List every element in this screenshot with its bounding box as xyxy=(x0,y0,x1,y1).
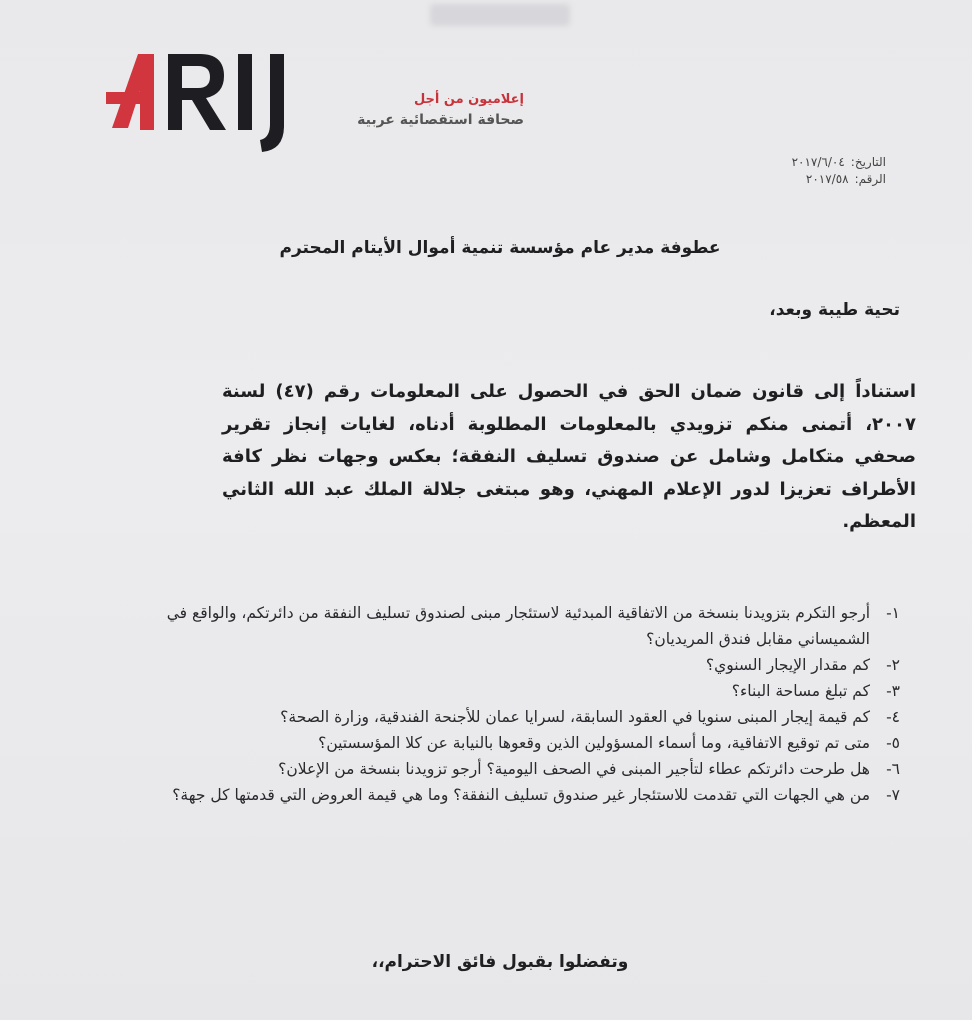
letter-meta xyxy=(726,154,886,188)
logo-tagline-line1: إعلاميون من أجل xyxy=(413,92,524,107)
question-item xyxy=(108,652,900,678)
questions-list xyxy=(108,600,900,808)
date-label: التاريخ: xyxy=(850,155,886,169)
date-value: ٢٠١٧/٦/٠٤ xyxy=(791,155,845,169)
closing-line: وتفضلوا بقبول فائق الاحترام،، xyxy=(371,952,629,972)
ref-row xyxy=(726,171,886,188)
question-item xyxy=(108,704,900,730)
ref-value: ٢٠١٧/٥٨ xyxy=(805,172,849,186)
question-text: أرجو التكرم بتزويدنا بنسخة من الاتفاقية المبدئية لاستئجار مبنى لصندوق تسليف النفقة من دائرتكم، والواقع في الشميساني مقابل فندق المريديان؟ xyxy=(166,604,870,648)
question-text: كم قيمة إيجار المبنى سنويا في العقود السابقة، لسرايا عمان للأجنحة الفندقية، وزارة الصحة؟ xyxy=(280,708,870,726)
addressee: عطوفة مدير عام مؤسسة تنمية أموال الأيتام المحترم xyxy=(279,238,721,258)
ref-label: الرقم: xyxy=(854,172,886,186)
question-number: ٤- xyxy=(886,708,900,726)
question-number: ٥- xyxy=(886,734,900,752)
scan-smudge xyxy=(430,4,570,26)
question-number: ٦- xyxy=(886,760,900,778)
question-text: متى تم توقيع الاتفاقية، وما أسماء المسؤولين الذين وقعوها بالنيابة عن كلا المؤسستين؟ xyxy=(318,734,870,752)
question-item xyxy=(108,782,900,808)
question-number: ٣- xyxy=(886,682,900,700)
question-item xyxy=(108,678,900,704)
question-number: ١- xyxy=(886,604,900,622)
date-row xyxy=(726,154,886,171)
question-item xyxy=(108,600,900,652)
arij-wordmark-icon xyxy=(104,48,304,158)
question-text: كم تبلغ مساحة البناء؟ xyxy=(731,682,870,700)
logo-tagline-line2: صحافة استقصائية عربية xyxy=(357,112,524,128)
question-text: كم مقدار الإيجار السنوي؟ xyxy=(705,656,870,674)
question-text: من هي الجهات التي تقدمت للاستئجار غير صندوق تسليف النفقة؟ وما هي قيمة العروض التي قدمتها كل جهة؟ xyxy=(172,786,870,804)
question-text: هل طرحت دائرتكم عطاء لتأجير المبنى في الصحف اليومية؟ أرجو تزويدنا بنسخة من الإعلان؟ xyxy=(278,760,870,778)
body-paragraph: استناداً إلى قانون ضمان الحق في الحصول على المعلومات رقم (٤٧) لسنة ٢٠٠٧، أتمنى منكم تزويدي بالمعلومات المطلوبة أدناه، لغايات إنجاز تقرير صحفي متكامل وشامل عن صندوق تسليف النفقة؛ بعكس وجهات نظر كافة الأطراف تعزيزا لدور الإعلام المهني، وهو مبتغى جلالة الملك عبد الله الثاني المعظم. xyxy=(222,381,916,532)
question-item xyxy=(108,756,900,782)
question-number: ٧- xyxy=(886,786,900,804)
question-item xyxy=(108,730,900,756)
arij-logo xyxy=(104,48,524,158)
greeting: تحية طيبة وبعد، xyxy=(769,300,900,320)
question-number: ٢- xyxy=(886,656,900,674)
